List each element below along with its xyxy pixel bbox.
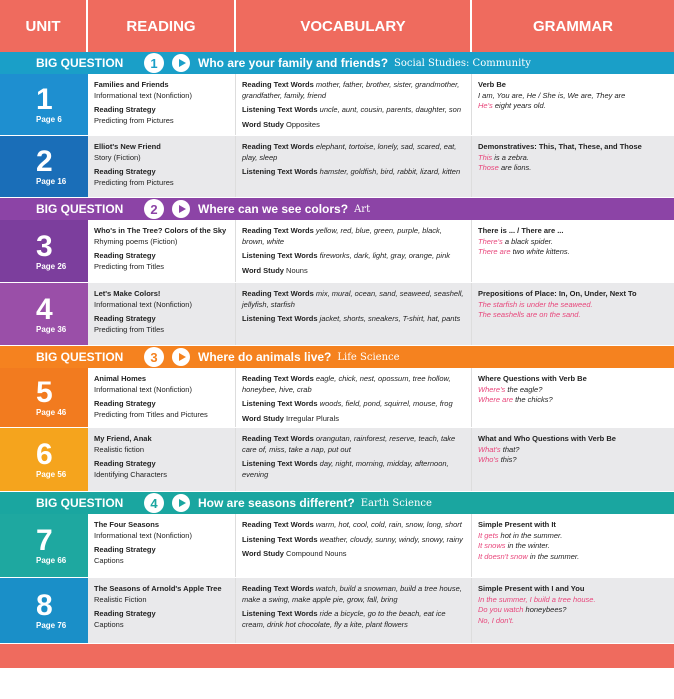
reading-text-words-line bbox=[242, 434, 465, 455]
rtw-label: Reading Text Words bbox=[242, 226, 314, 235]
unit-number: 1 bbox=[36, 83, 53, 116]
grammar-title: Simple Present with I and You bbox=[478, 584, 585, 593]
vocabulary-cell bbox=[236, 514, 472, 577]
word-study-value: Irregular Plurals bbox=[286, 413, 339, 423]
word-study-line bbox=[242, 414, 465, 425]
reading-text-words-line bbox=[242, 374, 465, 395]
grammar-example bbox=[478, 531, 668, 542]
big-question-text: Where can we see colors? bbox=[198, 202, 349, 216]
grammar-example-rest: the chicks? bbox=[513, 395, 553, 404]
reading-cell bbox=[88, 136, 236, 197]
grammar-highlight: This bbox=[478, 152, 493, 162]
footer-bar bbox=[0, 644, 674, 668]
reading-cell bbox=[88, 368, 236, 427]
reading-text-words-line bbox=[242, 142, 465, 163]
listening-text-words-line bbox=[242, 251, 465, 262]
unit-page: Page 66 bbox=[36, 556, 67, 565]
word-study-value: Nouns bbox=[286, 265, 308, 275]
rtw-words: orangutan, rainforest, reserve, teach, take care of, miss, take a nap, put out bbox=[242, 434, 456, 454]
ltw-words: ride a bicycle, go to the beach, eat ice cream, drink hot chocolate, fly a kite, plant flowers bbox=[242, 609, 446, 629]
grammar-highlight: The starfish is under the seaweed. bbox=[478, 299, 593, 309]
reading-strategy-label: Reading Strategy bbox=[94, 399, 156, 408]
grammar-example-rest: hot in the summer. bbox=[498, 530, 563, 540]
ltw-label: Listening Text Words bbox=[242, 314, 318, 323]
big-question-subject: Life Science bbox=[337, 351, 400, 363]
grammar-cell bbox=[472, 220, 674, 282]
big-question-bar bbox=[0, 198, 674, 220]
grammar-example bbox=[478, 445, 668, 456]
reading-title: The Four Seasons bbox=[94, 520, 160, 529]
unit-page: Page 56 bbox=[36, 470, 67, 479]
word-study-label: Word Study bbox=[242, 413, 284, 423]
reading-cell bbox=[88, 74, 236, 135]
grammar-cell bbox=[472, 368, 674, 427]
grammar-example-rest: that? bbox=[500, 444, 520, 454]
big-question-bar bbox=[0, 346, 674, 368]
ltw-words: uncle, aunt, cousin, parents, daughter, son bbox=[319, 105, 462, 114]
grammar-example bbox=[478, 616, 668, 627]
reading-cell bbox=[88, 283, 236, 345]
big-question-number: 2 bbox=[144, 199, 164, 219]
unit-row bbox=[0, 368, 674, 428]
reading-title: Who's in The Tree? Colors of the Sky bbox=[94, 226, 227, 235]
play-icon[interactable] bbox=[172, 200, 190, 218]
grammar-highlight: In the summer, I build a tree house. bbox=[478, 594, 596, 604]
unit-row bbox=[0, 428, 674, 492]
unit-cell bbox=[0, 136, 88, 197]
ltw-words: hamster, goldfish, bird, rabbit, lizard, kitten bbox=[319, 167, 461, 176]
big-question-number: 1 bbox=[144, 53, 164, 73]
header-reading: READING bbox=[88, 0, 236, 52]
table-header bbox=[0, 0, 674, 52]
reading-title: The Seasons of Arnold's Apple Tree bbox=[94, 584, 222, 593]
listening-text-words-line bbox=[242, 167, 465, 178]
ltw-label: Listening Text Words bbox=[242, 399, 318, 408]
grammar-example bbox=[478, 237, 668, 248]
grammar-cell bbox=[472, 136, 674, 197]
play-icon[interactable] bbox=[172, 54, 190, 72]
grammar-example bbox=[478, 310, 668, 321]
grammar-highlight: The seashells are on the sand. bbox=[478, 310, 581, 319]
grammar-example bbox=[478, 595, 668, 606]
unit-number: 7 bbox=[36, 524, 53, 557]
reading-cell bbox=[88, 578, 236, 643]
rtw-words: warm, hot, cool, cold, rain, snow, long, short bbox=[315, 520, 462, 529]
vocabulary-cell bbox=[236, 220, 472, 282]
grammar-title: Demonstratives: This, That, These, and Those bbox=[478, 142, 642, 151]
reading-strategy-label: Reading Strategy bbox=[94, 251, 156, 260]
reading-strategy-label: Reading Strategy bbox=[94, 609, 156, 618]
grammar-highlight: Who's bbox=[478, 455, 499, 464]
grammar-example-rest: eight years old. bbox=[492, 101, 546, 110]
unit-row bbox=[0, 136, 674, 198]
grammar-title: There is ... / There are ... bbox=[478, 226, 564, 235]
reading-strategy-label: Reading Strategy bbox=[94, 105, 156, 114]
big-question-text: How are seasons different? bbox=[198, 496, 355, 510]
grammar-highlight: There's bbox=[478, 236, 503, 246]
reading-genre: Story (Fiction) bbox=[94, 152, 141, 162]
reading-title: My Friend, Anak bbox=[94, 434, 152, 443]
ltw-label: Listening Text Words bbox=[242, 459, 318, 468]
big-question-label: BIG QUESTION bbox=[36, 56, 124, 70]
rtw-words: eagle, chick, nest, opossum, tree hollow, honeybee, hive, crab bbox=[242, 374, 451, 394]
reading-text-words-line bbox=[242, 520, 465, 531]
word-study-value: Opposites bbox=[286, 119, 320, 129]
header-unit: UNIT bbox=[0, 0, 88, 52]
listening-text-words-line bbox=[242, 105, 465, 116]
grammar-title: Prepositions of Place: In, On, Under, Next To bbox=[478, 289, 637, 298]
grammar-example bbox=[478, 153, 668, 164]
vocabulary-cell bbox=[236, 368, 472, 427]
unit-row bbox=[0, 514, 674, 578]
word-study-label: Word Study bbox=[242, 265, 284, 275]
unit-row bbox=[0, 578, 674, 644]
listening-text-words-line bbox=[242, 314, 465, 325]
grammar-example bbox=[478, 605, 668, 616]
word-study-label: Word Study bbox=[242, 119, 284, 129]
reading-genre: Realistic Fiction bbox=[94, 594, 147, 604]
reading-strategy: Predicting from Titles bbox=[94, 261, 165, 271]
grammar-cell bbox=[472, 428, 674, 491]
reading-cell bbox=[88, 220, 236, 282]
big-question-subject: Social Studies: Community bbox=[394, 57, 531, 69]
grammar-example-rest: the eagle? bbox=[505, 384, 543, 394]
header-vocabulary: VOCABULARY bbox=[236, 0, 472, 52]
grammar-highlight: Do you watch bbox=[478, 605, 524, 614]
reading-genre: Rhyming poems (Fiction) bbox=[94, 236, 178, 246]
play-icon[interactable] bbox=[172, 494, 190, 512]
grammar-example-rest: honeybees? bbox=[523, 605, 567, 614]
reading-strategy: Predicting from Pictures bbox=[94, 177, 174, 187]
ltw-label: Listening Text Words bbox=[242, 105, 318, 114]
unit-cell bbox=[0, 428, 88, 491]
play-icon[interactable] bbox=[172, 348, 190, 366]
unit-cell bbox=[0, 578, 88, 643]
grammar-example bbox=[478, 385, 668, 396]
big-question-text: Who are your family and friends? bbox=[198, 56, 389, 70]
grammar-example bbox=[478, 552, 668, 563]
big-question-number: 3 bbox=[144, 347, 164, 367]
ltw-words: fireworks, dark, light, gray, orange, pink bbox=[319, 251, 450, 260]
reading-title: Families and Friends bbox=[94, 80, 169, 89]
big-question-subject: Earth Science bbox=[360, 497, 432, 509]
unit-number: 3 bbox=[36, 229, 53, 263]
reading-title: Elliot's New Friend bbox=[94, 142, 161, 151]
rtw-label: Reading Text Words bbox=[242, 142, 314, 151]
grammar-example-rest: two white kittens. bbox=[510, 247, 570, 256]
rtw-words: watch, build a snowman, build a tree house, make a swing, make apple pie, grow, fall, bring bbox=[242, 584, 462, 604]
reading-strategy-label: Reading Strategy bbox=[94, 545, 156, 554]
reading-strategy-label: Reading Strategy bbox=[94, 314, 156, 323]
word-study-line bbox=[242, 120, 465, 131]
big-question-number: 4 bbox=[144, 493, 164, 513]
listening-text-words-line bbox=[242, 609, 465, 630]
grammar-title: What and Who Questions with Verb Be bbox=[478, 434, 616, 443]
listening-text-words-line bbox=[242, 399, 465, 410]
big-question-bar bbox=[0, 492, 674, 514]
grammar-highlight: Those bbox=[478, 163, 499, 172]
grammar-example bbox=[478, 101, 668, 112]
reading-title: Let's Make Colors! bbox=[94, 289, 161, 298]
unit-page: Page 76 bbox=[36, 621, 67, 630]
grammar-forms: I am, You are, He / She is, We are, They are bbox=[478, 90, 626, 100]
grammar-highlight: It gets bbox=[478, 530, 499, 540]
grammar-highlight: It snows bbox=[478, 541, 506, 550]
grammar-example bbox=[478, 163, 668, 174]
rtw-label: Reading Text Words bbox=[242, 520, 314, 529]
unit-cell bbox=[0, 74, 88, 135]
ltw-label: Listening Text Words bbox=[242, 609, 318, 618]
grammar-highlight: It doesn't snow bbox=[478, 551, 528, 561]
reading-text-words-line bbox=[242, 80, 465, 101]
big-question-label: BIG QUESTION bbox=[36, 202, 124, 216]
grammar-cell bbox=[472, 74, 674, 135]
reading-title: Animal Homes bbox=[94, 374, 147, 383]
ltw-label: Listening Text Words bbox=[242, 534, 318, 544]
vocabulary-cell bbox=[236, 578, 472, 643]
grammar-title: Simple Present with It bbox=[478, 520, 556, 529]
rtw-words: mix, mural, ocean, sand, seaweed, seashell, jellyfish, starfish bbox=[242, 289, 464, 309]
listening-text-words-line bbox=[242, 459, 465, 480]
rtw-words: yellow, red, blue, green, purple, black, brown, white bbox=[242, 226, 442, 246]
rtw-words: mother, father, brother, sister, grandmother, grandfather, family, friend bbox=[242, 80, 460, 100]
header-grammar: GRAMMAR bbox=[533, 17, 613, 35]
grammar-highlight: Where are bbox=[478, 395, 514, 404]
ltw-words: day, night, morning, midday, afternoon, evening bbox=[242, 459, 449, 479]
grammar-example-rest: is a zebra. bbox=[492, 152, 529, 162]
ltw-label: Listening Text Words bbox=[242, 251, 318, 260]
grammar-title: Where Questions with Verb Be bbox=[478, 374, 587, 383]
grammar-example-rest: this? bbox=[498, 455, 517, 464]
reading-genre: Informational text (Nonfiction) bbox=[94, 299, 192, 309]
unit-page: Page 46 bbox=[36, 408, 67, 417]
big-question-subject: Art bbox=[354, 203, 371, 215]
grammar-example bbox=[478, 455, 668, 466]
reading-text-words-line bbox=[242, 584, 465, 605]
reading-strategy-label: Reading Strategy bbox=[94, 167, 156, 176]
grammar-example bbox=[478, 395, 668, 406]
grammar-example bbox=[478, 247, 668, 258]
unit-cell bbox=[0, 514, 88, 577]
listening-text-words-line bbox=[242, 535, 465, 546]
grammar-cell bbox=[472, 578, 674, 643]
vocabulary-cell bbox=[236, 283, 472, 345]
rtw-label: Reading Text Words bbox=[242, 434, 314, 443]
word-study-label: Word Study bbox=[242, 549, 284, 558]
grammar-title: Verb Be bbox=[478, 80, 506, 89]
rtw-label: Reading Text Words bbox=[242, 289, 314, 298]
reading-cell bbox=[88, 428, 236, 491]
grammar-example-rest: are lions. bbox=[498, 163, 532, 172]
grammar-highlight: There are bbox=[478, 247, 511, 256]
reading-cell bbox=[88, 514, 236, 577]
reading-strategy: Captions bbox=[94, 619, 124, 629]
reading-genre: Realistic fiction bbox=[94, 444, 145, 454]
big-question-label: BIG QUESTION bbox=[36, 496, 124, 510]
unit-cell bbox=[0, 283, 88, 345]
vocabulary-cell bbox=[236, 136, 472, 197]
reading-strategy: Captions bbox=[94, 555, 124, 565]
grammar-example-rest: in the summer. bbox=[527, 551, 580, 561]
unit-number: 5 bbox=[36, 376, 53, 409]
grammar-example-rest: a black spider. bbox=[502, 236, 553, 246]
rtw-label: Reading Text Words bbox=[242, 374, 314, 383]
reading-strategy: Predicting from Pictures bbox=[94, 115, 174, 125]
reading-text-words-line bbox=[242, 226, 465, 247]
grammar-highlight: No, I don't. bbox=[478, 615, 515, 625]
grammar-cell bbox=[472, 283, 674, 345]
unit-page: Page 26 bbox=[36, 261, 67, 271]
unit-number: 6 bbox=[36, 438, 53, 471]
ltw-label: Listening Text Words bbox=[242, 167, 318, 176]
word-study-value: Compound Nouns bbox=[286, 549, 347, 558]
word-study-line bbox=[242, 549, 465, 560]
grammar-example-rest: in the winter. bbox=[505, 541, 550, 550]
grammar-example bbox=[478, 300, 668, 311]
rtw-words: elephant, tortoise, lonely, sad, scared, eat, play, sleep bbox=[242, 142, 457, 162]
reading-genre: Informational text (Nonfiction) bbox=[94, 384, 192, 394]
unit-number: 2 bbox=[36, 145, 53, 178]
unit-page: Page 16 bbox=[36, 177, 67, 186]
vocabulary-cell bbox=[236, 74, 472, 135]
unit-row bbox=[0, 283, 674, 346]
big-question-bar bbox=[0, 52, 674, 74]
unit-row bbox=[0, 220, 674, 283]
rtw-label: Reading Text Words bbox=[242, 584, 314, 593]
grammar-highlight: What's bbox=[478, 444, 501, 454]
grammar-example bbox=[478, 541, 668, 552]
rtw-label: Reading Text Words bbox=[242, 80, 314, 89]
unit-page: Page 6 bbox=[36, 115, 62, 124]
unit-row bbox=[0, 74, 674, 136]
unit-cell bbox=[0, 220, 88, 282]
reading-strategy: Predicting from Titles bbox=[94, 324, 165, 334]
word-study-line bbox=[242, 266, 465, 277]
big-question-label: BIG QUESTION bbox=[36, 350, 124, 364]
grammar-cell bbox=[472, 514, 674, 577]
reading-text-words-line bbox=[242, 289, 465, 310]
grammar-highlight: He's bbox=[478, 101, 493, 110]
ltw-words: weather, cloudy, sunny, windy, snowy, rainy bbox=[319, 534, 463, 544]
unit-cell bbox=[0, 368, 88, 427]
unit-number: 8 bbox=[36, 589, 53, 622]
reading-genre: Informational text (Nonfiction) bbox=[94, 90, 192, 100]
reading-genre: Informational text (Nonfiction) bbox=[94, 530, 192, 540]
reading-strategy: Predicting from Titles and Pictures bbox=[94, 409, 208, 419]
grammar-highlight: Where's bbox=[478, 384, 506, 394]
ltw-words: woods, field, pond, squirrel, mouse, frog bbox=[319, 399, 453, 408]
ltw-words: jacket, shorts, sneakers, T-shirt, hat, pants bbox=[319, 314, 461, 323]
reading-strategy-label: Reading Strategy bbox=[94, 459, 156, 468]
vocabulary-cell bbox=[236, 428, 472, 491]
unit-number: 4 bbox=[36, 292, 53, 326]
unit-page: Page 36 bbox=[36, 324, 67, 334]
big-question-text: Where do animals live? bbox=[198, 350, 332, 364]
reading-strategy: Identifying Characters bbox=[94, 469, 167, 479]
